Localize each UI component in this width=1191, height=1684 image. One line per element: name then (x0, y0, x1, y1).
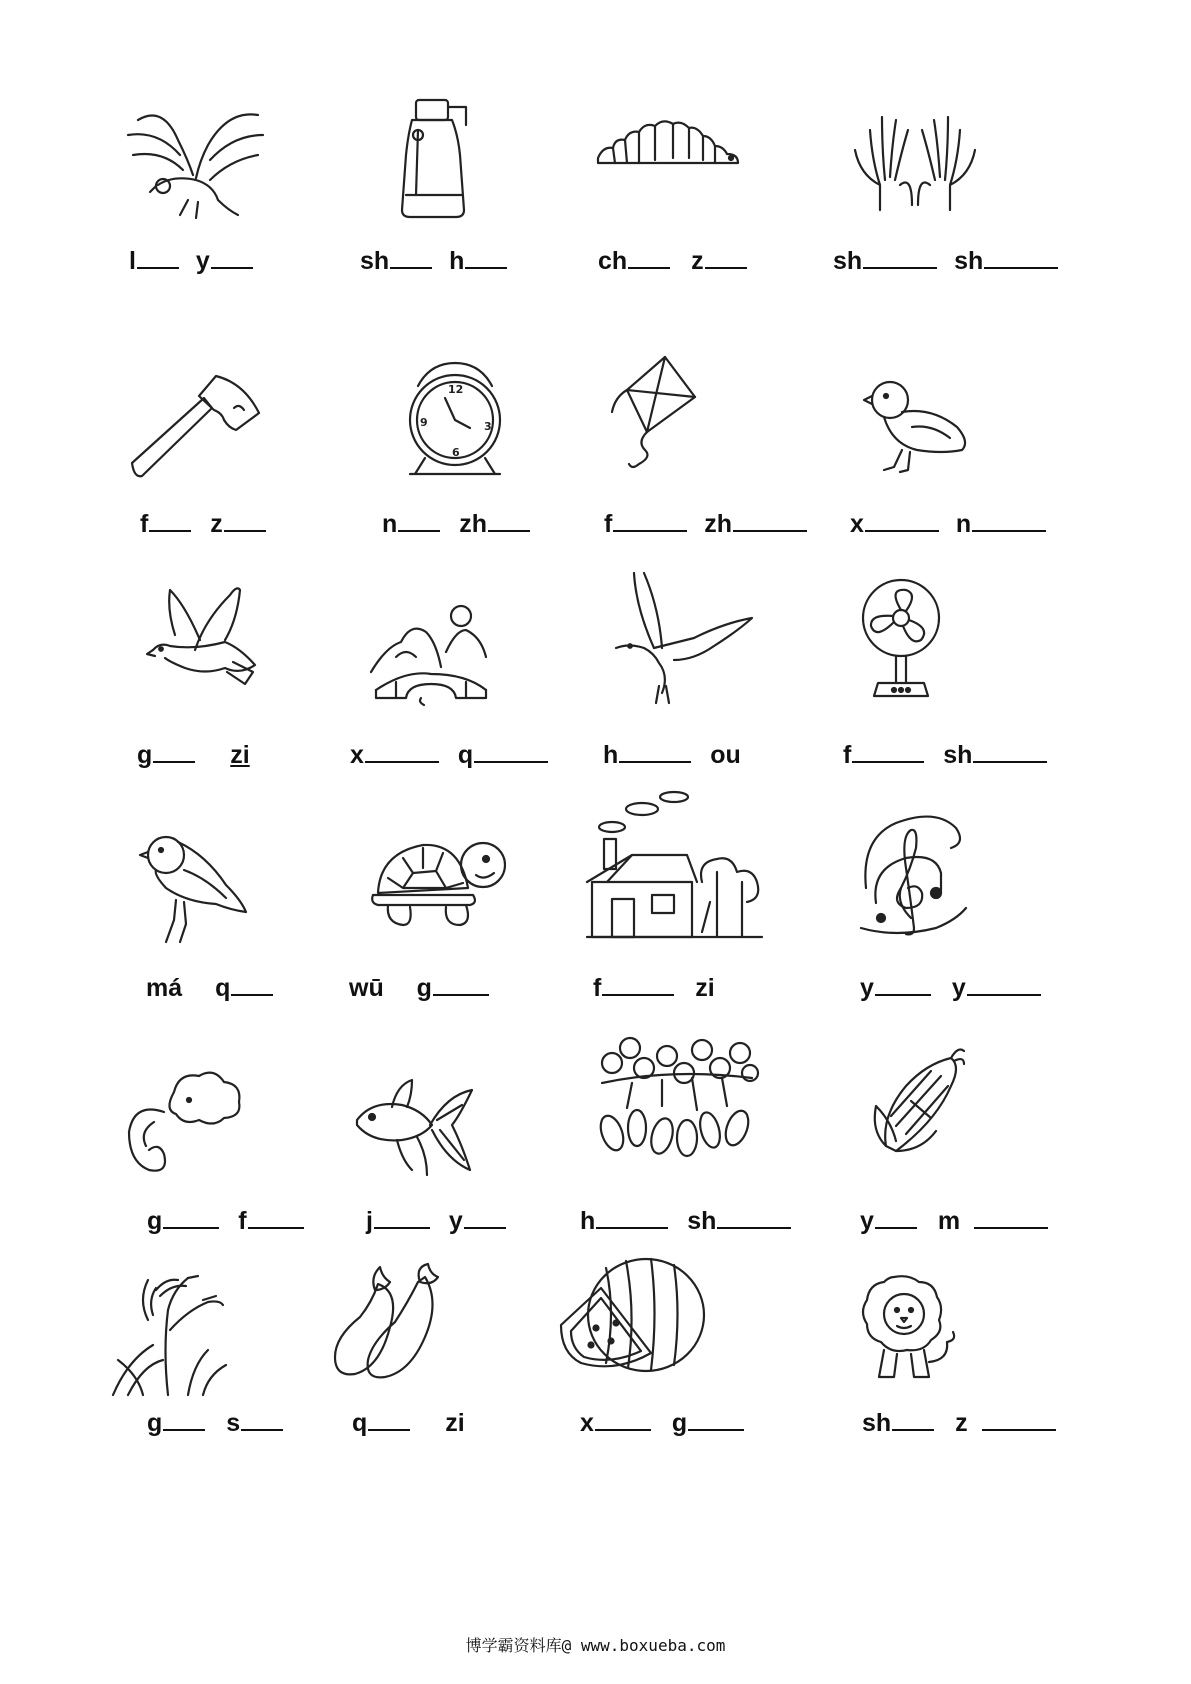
sparrow-icon (136, 820, 251, 945)
answer-blank[interactable] (224, 508, 266, 532)
answer-blank[interactable] (705, 245, 747, 269)
answer-blank[interactable] (602, 972, 674, 996)
seagull-icon (614, 568, 754, 708)
answer-blank[interactable] (163, 1205, 219, 1229)
answer-blank[interactable] (865, 508, 939, 532)
answer-blank[interactable] (433, 972, 489, 996)
answer-blank[interactable] (231, 972, 273, 996)
answer-blank[interactable] (248, 1205, 304, 1229)
answer-blank[interactable] (595, 1407, 651, 1431)
item-5-label: f z (140, 508, 266, 539)
answer-blank[interactable] (974, 1205, 1048, 1229)
answer-blank[interactable] (390, 245, 432, 269)
item-17-label: g f (147, 1205, 304, 1236)
item-19-label: h sh (580, 1205, 791, 1236)
answer-blank[interactable] (892, 1407, 934, 1431)
answer-blank[interactable] (875, 972, 931, 996)
item-9-label: g zi (137, 741, 250, 769)
house-icon (582, 787, 767, 945)
wind-cloud-icon (124, 1062, 244, 1177)
answer-blank[interactable] (733, 508, 807, 532)
small-bridge-icon (366, 602, 491, 707)
svg-text:9: 9 (420, 416, 428, 429)
answer-blank[interactable] (374, 1205, 430, 1229)
eggplant-icon (330, 1262, 445, 1384)
corn-icon (866, 1046, 966, 1161)
watermark-footer: 博学霸资料库@ www.boxueba.com (465, 1636, 726, 1655)
svg-text:3: 3 (484, 420, 492, 433)
item-11-label: h ou (603, 741, 741, 769)
answer-blank[interactable] (464, 1205, 506, 1229)
answer-blank[interactable] (153, 739, 195, 763)
item-24-label: sh z (862, 1407, 1056, 1438)
lion-icon (849, 1272, 959, 1384)
item-14-label: wū g (349, 972, 489, 1003)
svg-text:6: 6 (452, 446, 460, 459)
answer-blank[interactable] (863, 245, 937, 269)
answer-blank[interactable] (984, 245, 1058, 269)
eagle-icon (118, 100, 268, 225)
dove-icon (145, 580, 260, 695)
answer-blank[interactable] (365, 739, 439, 763)
item-15-label: f zi (593, 974, 715, 1002)
rice-plant-icon (108, 1270, 228, 1398)
answer-blank[interactable] (613, 508, 687, 532)
item-16-label: y y (860, 972, 1041, 1003)
answer-blank[interactable] (982, 1407, 1056, 1431)
watermelon-icon (556, 1253, 706, 1375)
answer-blank[interactable] (211, 245, 253, 269)
answer-blank[interactable] (688, 1407, 744, 1431)
item-8-label: x n (850, 508, 1046, 539)
answer-blank[interactable] (137, 245, 179, 269)
item-21-label: g s (147, 1407, 283, 1438)
electric-fan-icon (856, 578, 946, 700)
item-3-label: ch z (598, 245, 747, 276)
answer-blank[interactable] (628, 245, 670, 269)
caterpillar-icon (593, 108, 743, 178)
peanut-plant-icon (592, 1028, 762, 1163)
answer-blank[interactable] (241, 1407, 283, 1431)
alarm-clock-icon (400, 358, 510, 476)
answer-blank[interactable] (474, 739, 548, 763)
svg-text:12: 12 (448, 383, 464, 396)
item-7-label: f zh (604, 508, 807, 539)
item-13-label: má q (146, 972, 273, 1003)
item-18-label: j y (366, 1205, 506, 1236)
answer-blank[interactable] (398, 508, 440, 532)
answer-blank[interactable] (972, 508, 1046, 532)
turtle-icon (368, 833, 506, 933)
item-2-label: sh h (360, 245, 507, 276)
answer-blank[interactable] (619, 739, 691, 763)
item-12-label: f sh (843, 739, 1047, 770)
answer-blank[interactable] (973, 739, 1047, 763)
answer-blank[interactable] (875, 1205, 917, 1229)
answer-blank[interactable] (596, 1205, 668, 1229)
item-4-label: sh sh (833, 245, 1058, 276)
hands-icon (850, 105, 980, 215)
answer-blank[interactable] (465, 245, 507, 269)
answer-blank[interactable] (717, 1205, 791, 1229)
answer-blank[interactable] (967, 972, 1041, 996)
axe-icon (124, 368, 264, 483)
answer-blank[interactable] (163, 1407, 205, 1431)
kite-icon (607, 352, 697, 472)
item-22-label: q zi (352, 1409, 465, 1437)
item-1-label: l y (129, 245, 253, 276)
answer-blank[interactable] (852, 739, 924, 763)
item-6-label: n zh (382, 508, 530, 539)
small-bird-icon (862, 372, 974, 477)
goldfish-icon (352, 1075, 477, 1180)
item-20-label: y m (860, 1205, 1048, 1236)
item-10-label: x q (350, 739, 548, 770)
answer-blank[interactable] (149, 508, 191, 532)
music-note-icon (856, 808, 971, 938)
thermos-bottle-icon (398, 95, 478, 225)
answer-blank[interactable] (488, 508, 530, 532)
item-23-label: x g (580, 1407, 744, 1438)
answer-blank[interactable] (368, 1407, 410, 1431)
